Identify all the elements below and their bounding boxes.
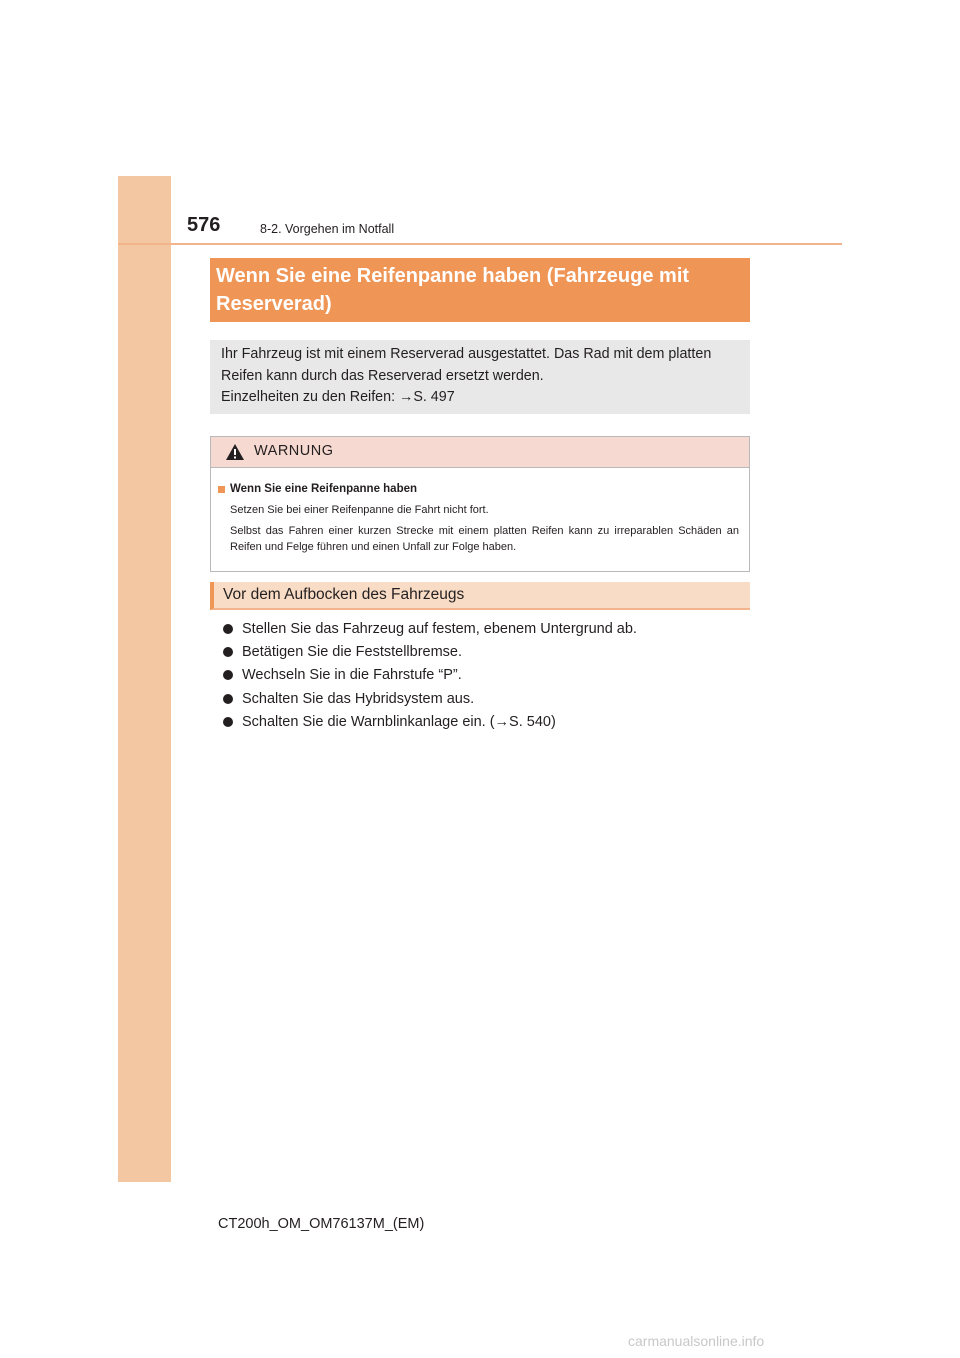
list-item [223, 710, 743, 733]
bullet-list [223, 617, 743, 733]
bullet-dot-icon [223, 670, 233, 680]
list-item [223, 664, 743, 687]
list-item-text: Schalten Sie die Warnblinkanlage ein. (→S. 540) [242, 713, 556, 730]
section-label: 8-2. Vorgehen im Notfall [260, 222, 395, 236]
subsection-title: Vor dem Aufbocken des Fahrzeugs [223, 586, 465, 603]
bullet-dot-icon [223, 694, 233, 704]
list-item [223, 617, 743, 640]
page-title-line-1: Wenn Sie eine Reifenpanne haben (Fahrzeuge mit [216, 265, 690, 287]
warning-paragraph-2: Selbst das Fahren einer kurzen Strecke mit einem platten Reifen kann zu irreparablen Schäden an Reifen und Felge führen und einen Unfall zur Folge haben. [230, 525, 739, 553]
warning-body [211, 468, 749, 555]
header-rule [118, 243, 842, 245]
bullet-dot-icon [223, 647, 233, 657]
intro-line-1: Ihr Fahrzeug ist mit einem Reserverad ausgestattet. Das Rad mit dem platten [221, 346, 712, 362]
warning-subheading-text: Wenn Sie eine Reifenpanne haben [230, 483, 418, 495]
warning-header [211, 437, 749, 468]
list-item [223, 687, 743, 710]
list-item-text: Schalten Sie das Hybridsystem aus. [242, 690, 475, 707]
bullet-dot-icon [223, 717, 233, 727]
page-title-line-2: Reserverad) [216, 293, 332, 315]
intro-line-2: Reifen kann durch das Reserverad ersetzt werden. [221, 367, 544, 384]
page-number: 576 [187, 214, 221, 236]
list-item-text: Wechseln Sie in die Fahrstufe “P”. [242, 667, 462, 684]
subsection-header [210, 582, 750, 610]
square-bullet-icon [218, 486, 225, 493]
watermark: carmanualsonline.info [628, 1333, 765, 1349]
bullet-dot-icon [223, 624, 233, 634]
warning-subheading [218, 481, 739, 497]
warning-box [210, 436, 750, 572]
list-item-text: Betätigen Sie die Feststellbremse. [242, 643, 463, 660]
footer-document-code: CT200h_OM_OM76137M_(EM) [218, 1216, 425, 1232]
intro-box [210, 340, 750, 414]
intro-line-3: Einzelheiten zu den Reifen: →S. 497 [221, 389, 455, 405]
list-item-text: Stellen Sie das Fahrzeug auf festem, ebenem Untergrund ab. [242, 620, 637, 637]
list-item [223, 640, 743, 663]
page-title [210, 258, 750, 322]
warning-triangle-icon [225, 443, 245, 461]
warning-paragraph-1: Setzen Sie bei einer Reifenpanne die Fahrt nicht fort. [230, 504, 489, 516]
warning-title: WARNUNG [254, 443, 334, 459]
side-tab-strip [118, 176, 171, 1182]
